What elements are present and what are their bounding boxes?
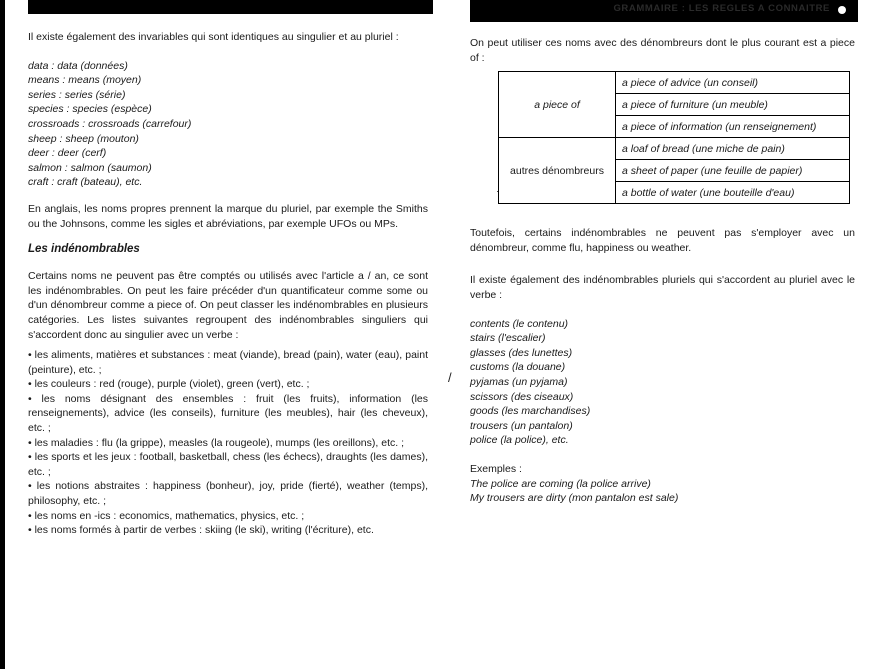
list-item: • les noms en -ics : economics, mathematics, physics, etc. ; — [28, 509, 305, 522]
table-cell: a piece of advice (un conseil) — [616, 72, 850, 94]
list-item: pyjamas (un pyjama) — [470, 375, 568, 388]
table-cell: a piece of furniture (un meuble) — [616, 94, 850, 116]
note-paragraph: Toutefois, certains indénombrables ne peuvent pas s'employer avec un dénombreur, comme flu, happiness ou weather. — [470, 227, 855, 254]
list-item: customs (la douane) — [470, 361, 566, 374]
plural-uncountables-list — [470, 317, 855, 448]
list-item: contents (le contenu) — [470, 317, 569, 330]
list-item: • les notions abstraites : happiness (bonheur), joy, pride (fierté), weather (temps), philosophy, etc. ; — [28, 480, 428, 508]
list-item: sheep : sheep (mouton) — [28, 132, 139, 145]
invariables-list — [28, 59, 428, 190]
list-item: My trousers are dirty (mon pantalon est sale) — [470, 492, 679, 505]
examples-block — [470, 462, 855, 506]
list-item: scissors (des ciseaux) — [470, 390, 574, 403]
table-cell: a sheet of paper (une feuille de papier) — [616, 160, 850, 182]
right-header-bar — [470, 0, 858, 22]
categories-bullet-list — [28, 348, 428, 538]
plural-intro-paragraph: Il existe également des indénombrables pluriels qui s'accordent au pluriel avec le verbe : — [470, 274, 855, 301]
slash-mark: / — [448, 370, 452, 385]
table-row — [499, 138, 850, 160]
row-label: a piece of — [499, 72, 616, 138]
list-item: crossroads : crossroads (carrefour) — [28, 117, 192, 130]
list-item: deer : deer (cerf) — [28, 147, 107, 160]
examples-label: Exemples : — [470, 462, 522, 475]
list-item: • les noms désignant des ensembles : fruit (les fruits), information (les renseignements), advice (les conseils), furniture (les meubles), hair (les cheveux), etc. ; — [28, 392, 428, 435]
list-item: stairs (l'escalier) — [470, 332, 546, 345]
circle-icon — [838, 6, 846, 14]
right-intro-paragraph: On peut utiliser ces noms avec des dénombreurs dont le plus courant est a piece of : — [470, 37, 855, 64]
list-item: • les maladies : flu (la grippe), measles (la rougeole), mumps (les oreillons), etc. ; — [28, 436, 404, 449]
section-title-indenombrables: Les indénombrables — [28, 243, 140, 256]
tick-mark: · — [496, 186, 499, 196]
table-cell: a bottle of water (une bouteille d'eau) — [616, 182, 850, 204]
chapter-title: GRAMMAIRE : LES REGLES A CONNAITRE — [613, 3, 830, 14]
left-intro-paragraph: Il existe également des invariables qui sont identiques au singulier et au pluriel : — [28, 31, 399, 43]
list-item: species : species (espèce) — [28, 103, 152, 116]
list-item: • les sports et les jeux : football, basketball, chess (les échecs), draughts (les dames), etc. ; — [28, 451, 428, 478]
table-cell: a loaf of bread (une miche de pain) — [616, 138, 850, 160]
list-item: The police are coming (la police arrive) — [470, 477, 651, 490]
list-item: • les couleurs : red (rouge), purple (violet), green (vert), etc. ; — [28, 378, 310, 391]
list-item: goods (les marchandises) — [470, 405, 591, 418]
page-spine-bar — [0, 0, 5, 669]
list-item: trousers (un pantalon) — [470, 419, 573, 432]
left-header-bar — [28, 0, 433, 14]
table-cell: a piece of information (un renseignement) — [616, 116, 850, 138]
list-item: salmon : salmon (saumon) — [28, 161, 152, 174]
list-item: data : data (données) — [28, 59, 128, 72]
row-label: autres dénombreurs — [499, 138, 616, 204]
proper-nouns-paragraph: En anglais, les noms propres prennent la marque du pluriel, par exemple the Smiths ou the Johnsons, comme les sigles et abréviations, par exemple UFOs ou MPs. — [28, 202, 428, 230]
list-item: series : series (série) — [28, 88, 126, 101]
list-item: means : means (moyen) — [28, 74, 142, 87]
list-item: craft : craft (bateau), etc. — [28, 176, 143, 189]
indenombrables-paragraph: Certains noms ne peuvent pas être comptés ou utilisés avec l'article a / an, ce sont les indénombrables. On peut les faire précéder d'un quantificateur comme some ou d'un dénombreur comme a piece of. On peut classer les indénombrables en plusieurs catégories. Les listes suivantes regroupent des indénombrables singuliers qui s'accordent donc au singulier avec un verbe : — [28, 270, 428, 341]
list-item: police (la police), etc. — [470, 434, 569, 447]
denombreurs-table — [498, 71, 850, 204]
list-item: • les noms formés à partir de verbes : skiing (le ski), writing (l'écriture), etc. — [28, 524, 374, 537]
table-row — [499, 72, 850, 94]
list-item: • les aliments, matières et substances : meat (viande), bread (pain), water (eau), paint (peinture), etc. ; — [28, 349, 428, 376]
list-item: glasses (des lunettes) — [470, 346, 573, 359]
